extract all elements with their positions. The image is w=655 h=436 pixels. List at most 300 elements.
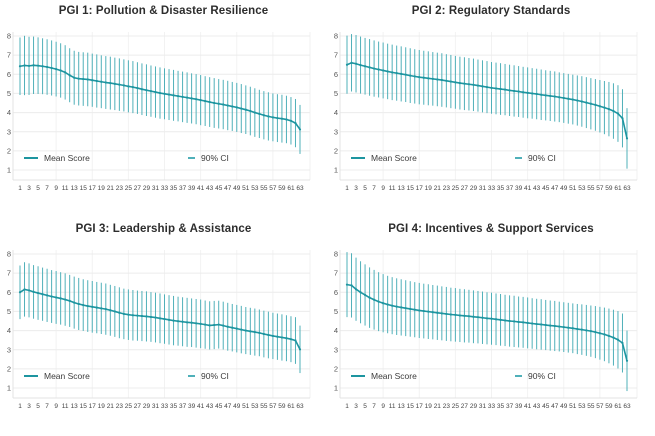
x-tick-label: 57	[596, 185, 604, 192]
x-tick-label: 45	[542, 403, 550, 410]
mean-point	[299, 128, 301, 130]
x-tick-label: 23	[442, 403, 450, 410]
mean-point	[527, 92, 529, 94]
x-tick-label: 21	[433, 185, 441, 192]
y-tick-label: 4	[6, 326, 11, 336]
y-tick-label: 4	[333, 108, 338, 118]
ci-line-swatch-icon	[188, 157, 195, 159]
legend-item-ci	[188, 153, 229, 163]
x-tick-label: 21	[106, 185, 114, 192]
mean-point	[73, 302, 75, 304]
chart-panel-pgi2	[327, 0, 655, 218]
mean-point	[168, 93, 170, 95]
x-tick-label: 37	[505, 185, 514, 192]
x-tick-label: 5	[363, 403, 367, 410]
mean-point	[159, 317, 161, 319]
mean-point	[405, 74, 407, 76]
mean-point	[612, 110, 614, 112]
mean-point	[382, 69, 384, 71]
mean-point	[200, 99, 202, 101]
mean-point	[227, 104, 229, 106]
chart-canvas-pgi3	[0, 218, 327, 436]
mean-point	[55, 68, 57, 70]
mean-point	[168, 319, 170, 321]
x-tick-label: 55	[587, 185, 595, 192]
x-tick-label: 53	[251, 403, 259, 410]
mean-point	[445, 80, 447, 82]
mean-point	[459, 82, 461, 84]
x-tick-label: 53	[578, 185, 586, 192]
y-tick-label: 3	[333, 345, 338, 355]
x-tick-label: 31	[151, 403, 160, 410]
x-tick-label: 57	[269, 403, 277, 410]
mean-point	[222, 103, 224, 105]
x-tick-label: 63	[623, 185, 631, 192]
mean-point	[576, 99, 578, 101]
mean-point	[272, 335, 274, 337]
mean-point	[32, 64, 34, 66]
mean-point	[540, 94, 542, 96]
x-tick-label: 15	[79, 403, 87, 410]
mean-point	[513, 320, 515, 322]
x-tick-label: 57	[269, 185, 277, 192]
x-tick-label: 31	[478, 403, 487, 410]
mean-point	[463, 83, 465, 85]
mean-point	[626, 360, 628, 362]
x-tick-label: 55	[587, 403, 595, 410]
x-tick-label: 3	[27, 403, 31, 410]
mean-point	[355, 288, 357, 290]
mean-point	[191, 97, 193, 99]
mean-point	[567, 98, 569, 100]
x-tick-label: 49	[233, 403, 241, 410]
mean-line-swatch-icon	[24, 157, 38, 159]
mean-point	[359, 64, 361, 66]
mean-point	[100, 307, 102, 309]
x-tick-label: 63	[296, 403, 304, 410]
mean-point	[73, 77, 75, 79]
chart-panel-pgi1	[0, 0, 327, 218]
mean-point	[499, 319, 501, 321]
mean-point	[159, 92, 161, 94]
mean-point	[181, 321, 183, 323]
legend-pgi4	[327, 371, 655, 383]
y-tick-label: 8	[333, 31, 338, 41]
mean-point	[481, 85, 483, 87]
x-tick-label: 1	[18, 403, 22, 410]
mean-point	[504, 319, 506, 321]
mean-point	[163, 93, 165, 95]
mean-point	[37, 65, 39, 67]
x-tick-label: 51	[569, 185, 577, 192]
x-tick-label: 53	[578, 403, 586, 410]
legend-item-mean	[351, 371, 417, 381]
mean-point	[186, 97, 188, 99]
mean-point	[267, 334, 269, 336]
mean-point	[626, 137, 628, 139]
x-tick-label: 41	[524, 185, 532, 192]
x-tick-label: 35	[496, 185, 505, 192]
mean-point	[46, 66, 48, 68]
mean-point	[181, 96, 183, 98]
x-tick-label: 25	[124, 403, 133, 410]
mean-point	[195, 322, 197, 324]
x-tick-label: 5	[363, 185, 367, 192]
x-tick-label: 45	[215, 185, 223, 192]
mean-point	[364, 65, 366, 67]
y-tick-label: 8	[6, 31, 11, 41]
mean-point	[454, 314, 456, 316]
mean-point	[432, 78, 434, 80]
mean-point	[236, 106, 238, 108]
mean-point	[114, 310, 116, 312]
mean-point	[355, 63, 357, 65]
x-tick-label: 7	[372, 403, 376, 410]
mean-point	[19, 291, 21, 293]
mean-point	[51, 67, 53, 69]
y-tick-label: 6	[6, 287, 11, 297]
mean-point	[518, 321, 520, 323]
mean-point	[263, 114, 265, 116]
y-tick-label: 7	[333, 268, 338, 278]
mean-point	[490, 318, 492, 320]
mean-point	[373, 67, 375, 69]
x-tick-label: 23	[115, 185, 123, 192]
mean-point	[23, 288, 25, 290]
mean-point	[621, 117, 623, 119]
mean-point	[540, 323, 542, 325]
legend-item-ci	[515, 153, 556, 163]
mean-point	[172, 94, 174, 96]
x-tick-label: 47	[224, 403, 232, 410]
mean-point	[549, 95, 551, 97]
mean-point	[285, 118, 287, 120]
mean-point	[60, 69, 62, 71]
x-tick-label: 17	[88, 185, 96, 192]
mean-point	[477, 84, 479, 86]
x-tick-label: 47	[551, 185, 559, 192]
mean-point	[400, 306, 402, 308]
mean-point	[28, 65, 30, 67]
x-tick-label: 11	[388, 185, 396, 192]
mean-point	[231, 327, 233, 329]
x-tick-label: 31	[478, 185, 487, 192]
mean-point	[105, 308, 107, 310]
mean-point	[608, 335, 610, 337]
x-tick-label: 13	[70, 403, 78, 410]
x-tick-label: 49	[233, 185, 241, 192]
mean-point	[258, 113, 260, 115]
mean-point	[545, 94, 547, 96]
mean-point	[427, 77, 429, 79]
mean-point	[486, 86, 488, 88]
mean-point	[495, 318, 497, 320]
chart-title-pgi4: PGI 4: Incentives & Support Services	[388, 223, 594, 235]
mean-point	[100, 81, 102, 83]
x-tick-label: 15	[406, 403, 414, 410]
mean-point	[563, 97, 565, 99]
mean-point	[603, 106, 605, 108]
x-tick-label: 37	[178, 185, 187, 192]
x-tick-label: 31	[151, 185, 160, 192]
mean-point	[585, 102, 587, 104]
x-tick-label: 59	[605, 403, 613, 410]
mean-point	[150, 90, 152, 92]
mean-point	[396, 306, 398, 308]
y-tick-label: 1	[333, 383, 338, 393]
x-tick-label: 11	[61, 403, 69, 410]
mean-point	[145, 89, 147, 91]
y-tick-label: 6	[333, 287, 338, 297]
x-tick-label: 61	[287, 185, 295, 192]
mean-point	[558, 325, 560, 327]
x-tick-label: 43	[533, 185, 541, 192]
mean-point	[346, 64, 348, 66]
mean-point	[82, 78, 84, 80]
mean-point	[91, 306, 93, 308]
mean-point	[418, 76, 420, 78]
mean-point	[522, 91, 524, 93]
mean-point	[499, 88, 501, 90]
mean-point	[109, 309, 111, 311]
mean-point	[136, 315, 138, 317]
x-tick-label: 39	[514, 185, 523, 192]
legend-pgi1	[0, 153, 327, 165]
mean-point	[118, 84, 120, 86]
x-tick-label: 27	[133, 185, 142, 192]
mean-point	[41, 293, 43, 295]
x-tick-label: 23	[442, 185, 450, 192]
legend-ci-label: 90% CI	[528, 153, 556, 163]
mean-point	[69, 300, 71, 302]
mean-point	[382, 302, 384, 304]
mean-point	[563, 326, 565, 328]
x-tick-label: 29	[142, 185, 151, 192]
x-tick-label: 1	[345, 403, 349, 410]
mean-point	[109, 82, 111, 84]
mean-point	[141, 315, 143, 317]
legend-mean-label: Mean Score	[371, 371, 417, 381]
chart-canvas-pgi4	[327, 218, 654, 436]
mean-point	[294, 339, 296, 341]
mean-point	[78, 78, 80, 80]
mean-point	[23, 64, 25, 66]
legend-item-mean	[24, 371, 90, 381]
ci-line-swatch-icon	[188, 375, 195, 377]
x-tick-label: 29	[469, 185, 478, 192]
y-tick-label: 1	[333, 165, 338, 175]
x-tick-label: 41	[524, 403, 532, 410]
mean-point	[391, 305, 393, 307]
x-tick-label: 15	[406, 185, 414, 192]
mean-point	[19, 65, 21, 67]
mean-point	[177, 95, 179, 97]
x-tick-label: 21	[433, 403, 441, 410]
mean-point	[281, 118, 283, 120]
mean-point	[87, 305, 89, 307]
mean-point	[454, 81, 456, 83]
mean-point	[445, 313, 447, 315]
chart-title-pgi1: PGI 1: Pollution & Disaster Resilience	[58, 5, 269, 17]
mean-point	[258, 332, 260, 334]
x-tick-label: 59	[278, 185, 286, 192]
x-tick-label: 9	[381, 185, 385, 192]
mean-point	[231, 105, 233, 107]
mean-point	[51, 295, 53, 297]
mean-point	[227, 326, 229, 328]
mean-point	[64, 298, 66, 300]
mean-point	[136, 87, 138, 89]
mean-point	[96, 80, 98, 82]
x-tick-label: 5	[36, 185, 40, 192]
mean-point	[218, 324, 220, 326]
mean-point	[378, 301, 380, 303]
mean-point	[450, 313, 452, 315]
legend-item-ci	[188, 371, 229, 381]
x-tick-label: 5	[36, 403, 40, 410]
mean-point	[432, 311, 434, 313]
legend-item-mean	[351, 153, 417, 163]
x-tick-label: 35	[169, 185, 178, 192]
mean-point	[132, 314, 134, 316]
mean-point	[141, 88, 143, 90]
y-tick-label: 2	[6, 364, 11, 374]
mean-point	[154, 91, 156, 93]
mean-point	[267, 115, 269, 117]
mean-line-swatch-icon	[351, 157, 365, 159]
x-tick-label: 35	[169, 403, 178, 410]
legend-item-mean	[24, 153, 90, 163]
y-tick-label: 7	[6, 50, 11, 60]
mean-point	[418, 309, 420, 311]
mean-point	[522, 321, 524, 323]
y-tick-label: 2	[333, 146, 338, 156]
x-tick-label: 9	[54, 185, 58, 192]
mean-point	[96, 306, 98, 308]
mean-point	[554, 325, 556, 327]
chart-panel-pgi4	[327, 218, 655, 436]
mean-point	[373, 299, 375, 301]
y-tick-label: 1	[6, 383, 11, 393]
mean-point	[132, 86, 134, 88]
y-tick-label: 5	[6, 89, 11, 99]
mean-point	[423, 77, 425, 79]
legend-ci-label: 90% CI	[528, 371, 556, 381]
mean-point	[55, 296, 57, 298]
mean-point	[114, 83, 116, 85]
mean-point	[118, 312, 120, 314]
chart-title-pgi2: PGI 2: Regulatory Standards	[411, 5, 571, 17]
mean-point	[387, 303, 389, 305]
x-tick-label: 39	[187, 185, 196, 192]
legend-pgi2	[327, 153, 655, 165]
mean-point	[359, 291, 361, 293]
x-tick-label: 63	[623, 403, 631, 410]
x-tick-label: 19	[424, 185, 432, 192]
mean-point	[572, 98, 574, 100]
mean-point	[612, 337, 614, 339]
x-tick-label: 11	[61, 185, 69, 192]
mean-point	[468, 83, 470, 85]
mean-point	[531, 92, 533, 94]
mean-point	[200, 323, 202, 325]
x-tick-label: 39	[187, 403, 196, 410]
mean-point	[536, 323, 538, 325]
mean-point	[486, 317, 488, 319]
mean-point	[599, 332, 601, 334]
y-tick-label: 3	[6, 345, 11, 355]
x-tick-label: 37	[178, 403, 187, 410]
mean-point	[127, 314, 129, 316]
mean-point	[177, 320, 179, 322]
x-tick-label: 33	[487, 403, 496, 410]
x-tick-label: 41	[197, 403, 205, 410]
y-tick-label: 8	[333, 249, 338, 259]
mean-point	[436, 78, 438, 80]
mean-point	[414, 75, 416, 77]
x-tick-label: 51	[242, 403, 250, 410]
mean-point	[249, 330, 251, 332]
x-tick-label: 11	[388, 403, 396, 410]
mean-point	[590, 103, 592, 105]
y-tick-label: 7	[333, 50, 338, 60]
mean-point	[276, 117, 278, 119]
mean-point	[346, 284, 348, 286]
x-tick-label: 7	[372, 185, 376, 192]
y-tick-label: 2	[333, 364, 338, 374]
chart-title-pgi3: PGI 3: Leadership & Assistance	[75, 223, 252, 235]
y-tick-label: 8	[6, 249, 11, 259]
mean-point	[350, 284, 352, 286]
mean-point	[290, 338, 292, 340]
mean-point	[236, 328, 238, 330]
x-tick-label: 55	[260, 185, 268, 192]
mean-point	[249, 110, 251, 112]
mean-point	[590, 330, 592, 332]
mean-point	[145, 315, 147, 317]
x-tick-label: 43	[206, 403, 214, 410]
y-tick-label: 3	[333, 127, 338, 137]
mean-point	[41, 65, 43, 67]
mean-point	[364, 294, 366, 296]
mean-point	[254, 111, 256, 113]
mean-point	[423, 310, 425, 312]
mean-point	[87, 78, 89, 80]
x-tick-label: 61	[614, 403, 622, 410]
mean-point	[581, 329, 583, 331]
chart-canvas-pgi2	[327, 0, 654, 218]
mean-point	[414, 309, 416, 311]
mean-point	[617, 112, 619, 114]
x-tick-label: 43	[206, 185, 214, 192]
mean-point	[608, 108, 610, 110]
ci-line-swatch-icon	[515, 157, 522, 159]
y-tick-label: 1	[6, 165, 11, 175]
y-tick-label: 5	[6, 307, 11, 317]
mean-point	[387, 70, 389, 72]
mean-point	[527, 322, 529, 324]
legend-mean-label: Mean Score	[44, 371, 90, 381]
x-tick-label: 29	[469, 403, 478, 410]
mean-point	[599, 105, 601, 107]
x-tick-label: 13	[397, 185, 405, 192]
mean-point	[350, 62, 352, 64]
x-tick-label: 19	[97, 403, 105, 410]
x-tick-label: 19	[424, 403, 432, 410]
mean-point	[405, 307, 407, 309]
mean-point	[218, 103, 220, 105]
mean-point	[409, 75, 411, 77]
